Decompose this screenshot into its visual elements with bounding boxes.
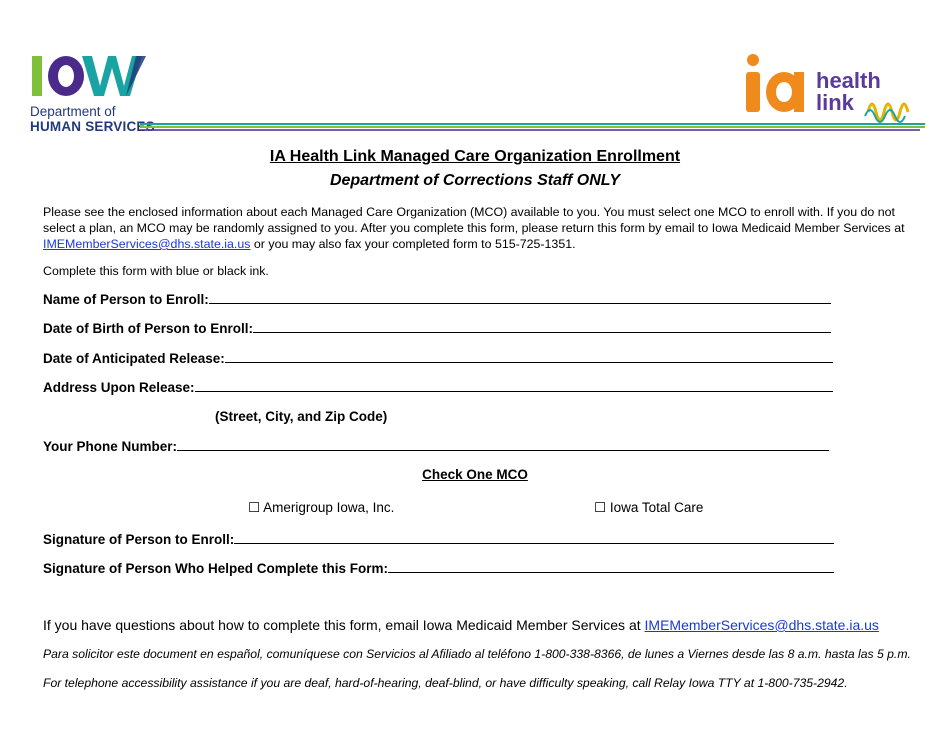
questions-email-link[interactable]: IMEMemberServices@dhs.state.ia.us (644, 617, 879, 633)
field-address-blank[interactable] (195, 379, 833, 392)
field-release-label: Date of Anticipated Release: (43, 351, 225, 366)
field-address-upon-release[interactable] (43, 379, 833, 395)
field-anticipated-release[interactable] (43, 350, 833, 366)
ia-mark (746, 54, 804, 112)
ia-health-link-logo (740, 50, 925, 130)
field-dob-label: Date of Birth of Person to Enroll: (43, 321, 254, 336)
iowa-wordmark-text: IOWA (30, 39, 73, 56)
page-title: IA Health Link Managed Care Organization Enrollment (269, 148, 681, 165)
field-signature-helper[interactable] (43, 560, 834, 576)
field-phone-number[interactable] (43, 438, 829, 454)
field-address-label: Address Upon Release: (43, 380, 195, 395)
questions-note: If you have questions about how to complete this form, email Iowa Medicaid Member Services at IMEMemberServices@dhs.state.ia.us (43, 617, 879, 633)
field-release-blank[interactable] (225, 350, 833, 363)
field-date-of-birth[interactable] (43, 320, 831, 336)
checkbox-icon[interactable]: ☐ (594, 500, 607, 515)
page-subtitle: Department of Corrections Staff ONLY (329, 172, 621, 189)
mco-option-amerigroup-label: Amerigroup Iowa, Inc. (263, 500, 395, 515)
field-signature-enrollee[interactable] (43, 531, 834, 547)
field-phone-blank[interactable] (177, 438, 829, 451)
field-signature-helper-blank[interactable] (388, 560, 834, 573)
ink-note: Complete this form with blue or black ink. (43, 264, 269, 278)
ia-logo-word-health: health (816, 68, 881, 93)
dhs-logo-line2: HUMAN SERVICES (30, 119, 155, 134)
dhs-logo-line1: Department of (30, 104, 116, 119)
intro-paragraph: Please see the enclosed information about each Managed Care Organization (MCO) available to you. You must select one MCO to enroll with. If you do not select a plan, an MCO may be randomly assigned to you. After you complete this form, please return this form by email to Iowa Medicaid Member Services at IMEMemberServices@dhs.state.ia.us or you may also fax your completed form to 515-725-1351. (43, 205, 905, 251)
field-name-to-enroll[interactable] (43, 291, 831, 307)
mco-option-amerigroup[interactable] (248, 500, 394, 516)
field-name-label: Name of Person to Enroll: (43, 292, 209, 307)
field-phone-label: Your Phone Number: (43, 439, 178, 454)
field-signature-helper-label: Signature of Person Who Helped Complete this Form: (43, 561, 389, 576)
mco-heading: Check One MCO (422, 467, 528, 482)
spanish-note: Para solicitor este document en español, comuníquese con Servicios al Afiliado al teléfono 1-800-338-8366, de lunes a Viernes desde las 8 a.m. hasta las 5 p.m. (43, 647, 911, 661)
mco-option-iowa-total-care[interactable] (594, 500, 703, 516)
address-hint: (Street, City, and Zip Code) (215, 409, 388, 424)
mco-option-iowa-total-care-label: Iowa Total Care (609, 500, 704, 515)
tty-note: For telephone accessibility assistance if you are deaf, hard-of-hearing, deaf-blind, or have difficulty speaking, call Relay Iowa TTY at 1-800-735-2942. (43, 676, 848, 690)
iowa-wordmark (30, 39, 146, 96)
field-dob-blank[interactable] (253, 320, 831, 333)
intro-email-link[interactable]: IMEMemberServices@dhs.state.ia.us (43, 237, 251, 251)
ia-logo-word-link: link (816, 90, 854, 115)
checkbox-icon[interactable]: ☐ (248, 500, 261, 515)
field-name-blank[interactable] (209, 291, 831, 304)
field-signature-enrollee-blank[interactable] (234, 531, 834, 544)
field-signature-enrollee-label: Signature of Person to Enroll: (43, 532, 235, 547)
